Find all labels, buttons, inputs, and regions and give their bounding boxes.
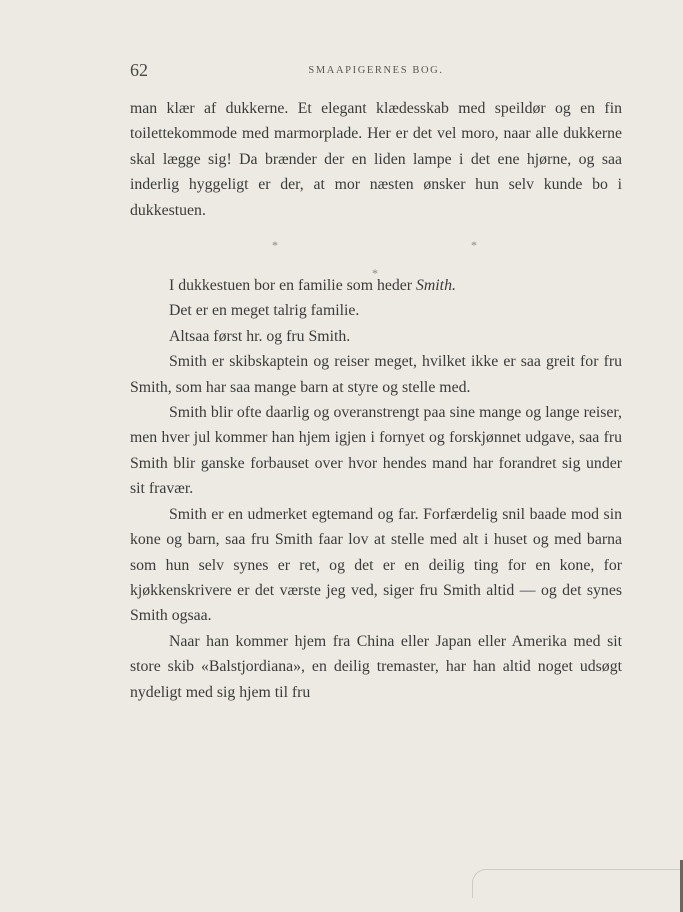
divider-asterisk: * xyxy=(471,238,477,253)
paragraph: Smith er skibskaptein og reiser meget, hvilket ikke er saa greit for fru Smith, som har saa mange barn at styre og stelle med. xyxy=(130,353,622,396)
paragraph: Smith er en udmerket egtemand og far. Forfærdelig snil baade mod sin kone og barn, saa fru Smith faar lov at stelle med alt i huset og med barna som hun selv synes er ret, og det er en deilig ting for en kone, for kjøkkenskrivere er det værste jeg ved, siger fru Smith altid — og det synes Smith ogsaa. xyxy=(130,505,622,625)
paragraph: Det er en meget talrig familie. xyxy=(169,302,360,320)
paragraph-text: I dukkestuen bor en familie som heder xyxy=(169,277,416,295)
page-header xyxy=(130,60,622,84)
scan-corner-mark xyxy=(472,869,683,898)
paragraph: Naar han kommer hjem fra China eller Japan eller Amerika med sit store skib «Balstjordiana», en deilig tremaster, har han altid noget udsøgt nydeligt med sig hjem til fru xyxy=(130,632,622,701)
paragraph: Smith blir ofte daarlig og overanstrengt paa sine mange og lange reiser, men hver jul kommer han hjem igjen i fornyet og forskjønnet udgave, saa fru Smith blir ganske forbauset over hvor hendes mand har forandret sig under sit fravær. xyxy=(130,404,622,498)
family-name: Smith. xyxy=(415,277,456,295)
paragraph-intro: man klær af dukkerne. Et elegant klædesskab med speildør og en fin toilettekommode med marmorplade. Her er det vel moro, naar alle dukkerne skal lægge sig! Da brænder der en liden lampe i det ene hjørne, og saa inderlig hyggeligt er der, at mor næsten ønsker hun selv kunde bo i dukkestuen. xyxy=(130,100,622,219)
divider-asterisk: * xyxy=(372,266,378,281)
page-number: 62 xyxy=(130,60,148,80)
paragraph: Altsaa først hr. og fru Smith. xyxy=(169,327,351,345)
divider-asterisk: * xyxy=(272,238,278,253)
section-divider xyxy=(130,229,622,281)
running-title: SMAAPIGERNES BOG. xyxy=(308,65,444,76)
body-text xyxy=(130,96,622,705)
